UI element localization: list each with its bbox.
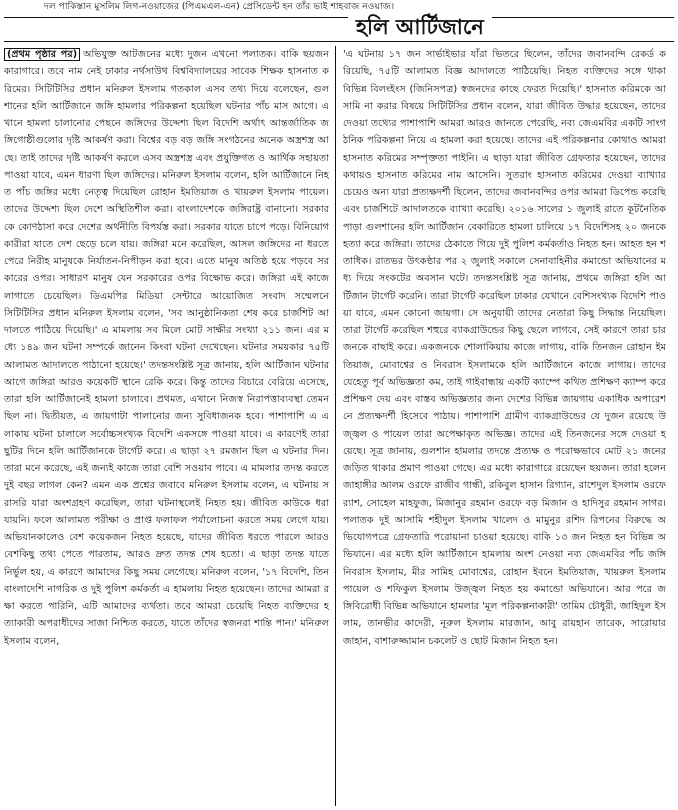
- headline-bar: [4, 15, 674, 42]
- headline-rule: [4, 17, 674, 18]
- previous-article-tail: দল পাকিস্তান মুসলিম লিগ-নওয়াজের (পিএমএল-এন) প্রেসিডেন্ট হন তাঁর ভাই শাহবাজ নওয়াজ।: [44, 1, 395, 12]
- article-columns: [4, 46, 674, 806]
- continued-from-front-label: (প্রথম পৃষ্ঠার পর): [4, 48, 80, 61]
- article-text-right: 'এ ঘটনায় ১৭ জন সার্ভাইভার যাঁরা ভিতরে ছিলেন, তাঁদের জবানবন্দি রেকর্ড করিয়েছি, ৭৫টি আলামত বিজ্ঞ আদালতে পাঠিয়েছি। নিহত ব্যক্তিদের সঙ্গে থাকা বিভিন্ন বিলংইংস (জিনিসপত্র) স্বজনদের কাছে ফেরত দিয়েছি।' হাসনাত করিমকে আসামি না করার বিষয়ে সিটিটিসির প্রধান বলেন, যারা জীবিত উদ্ধার হয়েছেন, তাদের দেওয়া তথ্যের পাশাপাশি আমরা আরও জানতে পেরেছি, নব্য জেএমবির একটি সাংগঠনিক পরিকল্পনা নিয়ে এ হামলা করা হয়েছে। তাদের এই পরিকল্পনার কোথাও আমরা হাসনাত করিমের সম্পৃক্ততা পাইনি। এ ছাড়া যারা জীবিত গ্রেফতার হয়েছেন, তাদের কথায়ও হাসনাত করিমের নাম আসেনি। সুতরাং হাসনাত করিমের দেওয়া ব্যাখ্যার চেয়েও অন্য যারা প্রত্যক্ষদর্শী ছিলেন, তাদের জবানবন্দির ওপর আমরা ডিপেন্ড করেছি এবং চার্জশিটে আদালতকে ব্যাখ্যা করেছি। ২০১৬ সালের ১ জুলাই রাতে কূটনৈতিকপাড়া গুলশানের হলি আর্টিজান বেকারিতে হামলা চালিয়ে ১৭ বিদেশিসহ ২০ জনকে হত্যা করে জঙ্গিরা। তাদের ঠেকাতে গিয়ে দুই পুলিশ কর্মকর্তাও নিহত হন। আহত হন শতাধিক। রাতভর উৎকণ্ঠার পর ২ জুলাই সকালে সেনাবাহিনীর কমান্ডো অভিযানের মধ্য দিয়ে সংকটের অবসান ঘটে। তদন্তসংশ্লিষ্ট সূত্র জানায়, প্রথমে জঙ্গিরা হলি আর্টিজান টার্গেট করেনি। তারা টার্গেট করেছিল ঢাকার যেখানে বেশিসংখ্যক বিদেশি পাওয়া যাবে, এমন কোনো জায়গা। সে অনুযায়ী তাদের নেতারা কিছু সিদ্ধান্ত নিয়েছিল। তারা টার্গেট করেছিল শহুরে ব্যাকগ্রাউন্ডের কিছু ছেলে লাগবে, সেই কারণে তারা চারজনকে বাছাই করে। একজনকে শোলাকিয়ায় কাজে লাগায়, বাকি তিনজন রোহান ইমতিয়াজ, মোবাশ্বের ও নিবরাস ইসলামকে হলি আর্টিজানে কাজে লাগায়। তাদের যেহেতু পূর্ব অভিজ্ঞতা কম, তাই গাইবান্ধায় একটি ক্যাম্পে কথিত প্রশিক্ষণ ক্যাম্প করে প্রশিক্ষণ দেয় এবং বাস্তব অভিজ্ঞতার জন্য দেশের বিভিন্ন জায়গায় একাধিক অপারেশনে প্রত্যক্ষদর্শী হিসেবে পাঠায়। পাশাপাশি গ্রামীণ ব্যাকগ্রাউন্ডের যে দুজন রয়েছে উজ্জ্বল ও পায়েল তারা অপেক্ষাকৃত অভিজ্ঞ। তাদের এই তিনজনের সঙ্গে দেওয়া হয়েছে। সূত্র জানায়, গুলশান হামলার তদন্তে প্রত্যক্ষ ও পরোক্ষভাবে মোট ২১ জনের জড়িত থাকার প্রমাণ পাওয়া গেছে। এর মধ্যে কারাগারে রয়েছেন ছয়জন। তারা হলেন জাহাঙ্গীর আলম ওরফে রাজীব গান্ধী, রকিবুল হাসান রিগ্যান, রাশেদুল ইসলাম ওরফে র‌্যাশ, সোহেল মাহফুজ, মিজানুর রহমান ওরফে বড় মিজান ও হাদিসুর রহমান সাগর। পলাতক দুই আসামি শহীদুল ইসলাম খালেদ ও মামুনুর রশিদ রিপনের বিরুদ্ধে অভিযোগপত্রে গ্রেফতারি পরোয়ানা চাওয়া হয়েছে। বাকি ১৩ জন নিহত হন বিভিন্ন অভিযানে। এর মধ্যে হলি আর্টিজানে হামলায় অংশ নেওয়া নব্য জেএমবির পাঁচ জঙ্গি নিবরাস ইসলাম, মীর সামিহ মোবাশ্বের, রোহান ইবনে ইমতিয়াজ, খায়রুল ইসলাম পায়েল ও শফিকুল ইসলাম উজ্জ্বল নিহত হয় কমান্ডো অভিযানে। আর পরে জঙ্গিবিরোধী বিভিন্ন অভিযানে হামলার 'মূল পরিকল্পনাকারী' তামিম চৌধুরী, জাহিদুল ইসলাম, তানভীর কাদেরী, নূরুল ইসলাম মারজান, আবু রায়হান তারেক, সারোয়ার জাহান, বাশারুজ্জামান চকলেট ও ছোট মিজান নিহত হন।: [343, 49, 666, 647]
- article-headline: হলি আর্টিজানে: [348, 13, 492, 41]
- article-column-left: [4, 46, 335, 806]
- article-column-right: [335, 46, 666, 806]
- article-paragraph-left: [4, 46, 329, 650]
- article-text-left: অভিযুক্ত আটজনের মধ্যে দুজন এখনো পলাতক। বাকি ছয়জন কারাগারে। তবে নাম নেই ঢাকার নর্থসাউথ বিশ্ববিদ্যালয়ের সাবেক শিক্ষক হাসনাত করিমের। সিটিটিসির প্রধান মনিরুল ইসলাম গতকাল এসব তথ্য দিয়ে বলেছেন, গুলশানের হলি আর্টিজানে জঙ্গি হামলার পরিকল্পনা হয়েছিল ঘটনার পাঁচ মাস আগে। এখানে হামলা চালানোর পেছনে জঙ্গিদের উদ্দেশ্য ছিল বিদেশি অর্থাৎ আন্তর্জাতিক জঙ্গিগোষ্ঠীগুলোর দৃষ্টি আকর্ষণ করা। বিশ্বের বড় বড় জঙ্গি সংগঠনের অনেক অস্ত্রশস্ত্র আছে। তাই তাদের দৃষ্টি আকর্ষণ করলে এসব অস্ত্রশস্ত্র এবং প্রযুক্তিগত ও আর্থিক সহায়তা পাওয়া যাবে, এমন ধারণা ছিল জঙ্গিদের। মনিরুল ইসলাম বলেন, হলি আর্টিজানে নিহত পাঁচ জঙ্গির মধ্যে নেতৃত্ব দিয়েছিল রোহান ইমতিয়াজ ও খায়রুল ইসলাম পায়েল। তাদের উদ্দেশ্য ছিল দেশে অস্থিতিশীল করা। বাংলাদেশকে জঙ্গিরাষ্ট্র বানানো। সরকারকে কোণঠাসা করে দেশের অর্থনীতি বিপর্যস্ত করা। সরকার যাতে চাপে পড়ে। বিনিয়োগকারীরা যাতে দেশ ছেড়ে চলে যায়। জঙ্গিরা মনে করেছিল, আসল জঙ্গিদের না ধরতে পেরে নিরীহ মানুষকে নির্যাতন-নিপীড়ন করা হবে। এতে মানুষ অতিষ্ঠ হয়ে পড়বে সরকারের ওপর। সাধারণ মানুষ যেন সরকারের ওপর বিক্ষোভ করে। জঙ্গিরা এই কাজে লাগাতে চেয়েছিল। ডিএমপির মিডিয়া সেন্টারে আয়োজিত সংবাদ সম্মেলনে সিটিটিসির প্রধান মনিরুল ইসলাম বলেন, 'সব আনুষ্ঠানিকতা শেষ করে চার্জশিট আদালতে পাঠিয়ে দিয়েছি।' এ মামলায় সব মিলে মোট সাক্ষীর সংখ্যা ২১১ জন। এর মধ্যে ১৪৯ জন ঘটনা সম্পর্কে জানেন কিংবা ঘটনা দেখেছেন। ঘটনার সময়কার ৭৫টি আলামত আদালতে পাঠানো হয়েছে।' তদন্তসংশ্লিষ্ট সূত্র জানায়, হলি আর্টিজান ঘটনার আগে জঙ্গিরা আরও কয়েকটি স্থানে রেকি করে। কিন্তু তাদের বিচারে বেরিয়ে এসেছে, তারা হলি আর্টিজানেই হামলা চালাবে। প্রথমত, এখানে নিজস্ব নিরাপত্তাব্যবস্থা তেমন ছিল না। দ্বিতীয়ত, এ জায়গাটা পালানোর জন্য সুবিধাজনক হবে। পাশাপাশি এ এলাকায় ঘটনা চালালে সর্বোচ্চসংখ্যক বিদেশি একসঙ্গে পাওয়া যাবে। এ কারণেই তারা ছুটির দিনে হলি আর্টিজানকে টার্গেট করে। এ ছাড়া ২৭ রমজান ছিল এ ঘটনার দিন। তারা মনে করেছে, এই জন্যই কাজে তারা বেশি সওয়াব পাবে। এ মামলার তদন্ত করতে দুই বছর লাগল কেন? এমন এক প্রশ্নের জবাবে মনিরুল ইসলাম বলেন, এ ঘটনায় সরাসরি যারা অংশগ্রহণ করেছিল, তারা ঘটনাস্থলেই নিহত হয়। জীবিত কাউকে ধরা যায়নি। ফলে আলামত পরীক্ষা ও প্রাপ্ত ফলাফল পর্যালোচনা করতে সময় লেগে যায়। অভিযানকালেও বেশ কয়েকজন নিহত হয়েছে, যাদের জীবিত ধরতে পারলে আরও বেশকিছু তথ্য পেতে পারতাম, আরও দ্রুত তদন্ত শেষ হতো। এ ছাড়া তদন্ত যাতে নির্ভুল হয়, এ কারণে আমাদের কিছু সময় লেগেছে। মনিরুল বলেন, '১৭ বিদেশি, তিন বাংলাদেশি নাগরিক ও দুই পুলিশ কর্মকর্তা এ হামলায় নিহত হয়েছেন। তাদের আমরা রক্ষা করতে পারিনি, এটি আমাদের ব্যর্থতা। তবে আমরা চেয়েছি নিহত ব্যক্তিদের হত্যাকারী অপরাধীদের সাজা নিশ্চিত করতে, যাতে তাঁদের স্বজনরা শান্তি পান।' মনিরুল ইসলাম বলেন,: [4, 49, 329, 647]
